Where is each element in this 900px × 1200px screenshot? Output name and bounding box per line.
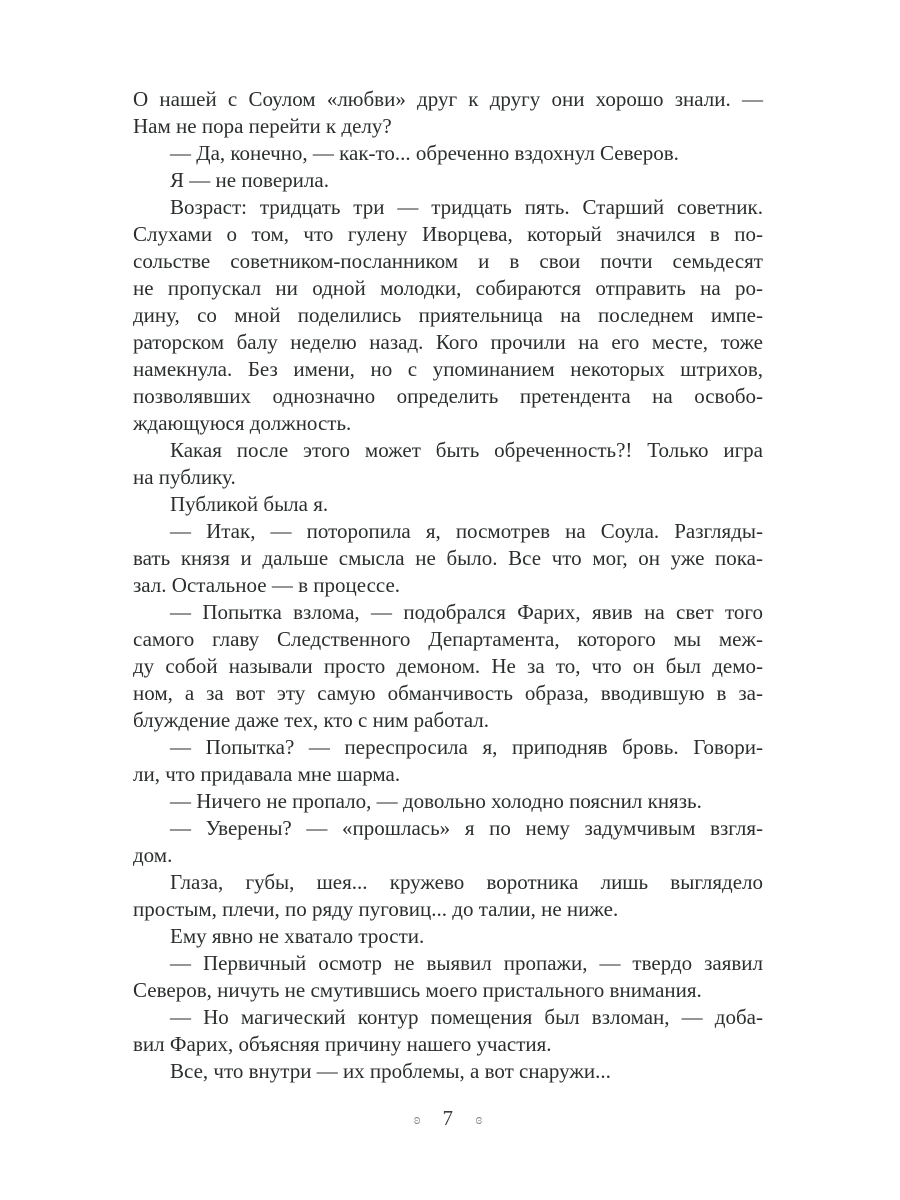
fleuron-left-icon: ʚ (413, 1112, 421, 1128)
text-line: дину, со мной поделились приятельница на последнем импе- (133, 303, 763, 327)
text-line: Нам не пора перейти к делу? (133, 114, 392, 138)
text-line: на публику. (133, 465, 236, 489)
text-line: Все, что внутри — их проблемы, а вот снаружи... (170, 1059, 611, 1083)
paragraph (133, 518, 763, 599)
text-line: дом. (133, 843, 173, 867)
text-line: ждающуюся должность. (133, 411, 352, 435)
text-line: — Ничего не пропало, — довольно холодно пояснил князь. (170, 789, 702, 813)
text-line: Публикой была я. (170, 492, 329, 516)
page-footer (133, 1106, 763, 1131)
paragraph (133, 734, 763, 788)
paragraph (133, 950, 763, 1004)
text-line: Возраст: тридцать три — тридцать пять. Старший советник. (170, 195, 763, 219)
text-line: — Уверены? — «прошлась» я по нему задумчивым взгля- (170, 816, 763, 840)
text-line: О нашей с Соулом «любви» друг к другу они хорошо знали. — (133, 87, 763, 111)
text-line: простым, плечи, по ряду пуговиц... до талии, не ниже. (133, 897, 619, 921)
paragraph (133, 167, 763, 194)
paragraph (133, 599, 763, 734)
paragraph (133, 869, 763, 923)
text-line: — Да, конечно, — как-то... обреченно вздохнул Северов. (170, 141, 679, 165)
text-line: Какая после этого может быть обреченность?! Только игра (170, 438, 763, 462)
text-line: — Но магический контур помещения был взломан, — доба- (170, 1005, 763, 1029)
text-line: Я — не поверила. (170, 168, 329, 192)
page-number: 7 (442, 1106, 454, 1130)
text-line: Глаза, губы, шея... кружево воротника лишь выглядело (170, 870, 763, 894)
paragraph (133, 1058, 763, 1085)
paragraph (133, 437, 763, 491)
text-line: вать князя и дальше смысла не было. Все что мог, он уже пока- (133, 546, 763, 570)
text-line: — Итак, — поторопила я, посмотрев на Соула. Разгляды- (170, 519, 763, 543)
paragraph (133, 788, 763, 815)
text-line: Ему явно не хватало трости. (170, 924, 425, 948)
text-line: — Первичный осмотр не выявил пропажи, — твердо заявил (170, 951, 763, 975)
paragraph (133, 491, 763, 518)
paragraph (133, 815, 763, 869)
text-line: ли, что придавала мне шарма. (133, 762, 401, 786)
paragraph (133, 140, 763, 167)
paragraph (133, 923, 763, 950)
text-line: вил Фарих, объясняя причину нашего участия. (133, 1032, 552, 1056)
text-line: намекнула. Без имени, но с упоминанием некоторых штрихов, (133, 357, 763, 381)
text-line: раторском балу неделю назад. Кого прочили на его месте, тоже (133, 330, 763, 354)
text-line: Северов, ничуть не смутившись моего пристального внимания. (133, 978, 702, 1002)
text-line: — Попытка взлома, — подобрался Фарих, явив на свет того (170, 600, 763, 624)
text-line: самого главу Следственного Департамента, которого мы меж- (133, 627, 763, 651)
text-line: зал. Остальное — в процессе. (133, 573, 401, 597)
fleuron-right-icon: ɞ (475, 1112, 483, 1128)
text-line: сольстве советником-посланником и в свои почти семьдесят (133, 249, 763, 273)
text-line: ном, а за вот эту самую обманчивость образа, вводившую в за- (133, 681, 763, 705)
text-line: Слухами о том, что гулену Иворцева, который значился в по- (133, 222, 763, 246)
text-line: позволявших однозначно определить претендента на освобо- (133, 384, 763, 408)
text-line: блуждение даже тех, кто с ним работал. (133, 708, 490, 732)
text-line: не пропускал ни одной молодки, собираются отправить на ро- (133, 276, 763, 300)
paragraph (133, 86, 763, 140)
text-block (133, 86, 763, 1085)
paragraph (133, 194, 763, 437)
paragraph (133, 1004, 763, 1058)
text-line: — Попытка? — переспросила я, приподняв бровь. Говори- (170, 735, 763, 759)
text-line: ду собой называли просто демоном. Не за то, что он был демо- (133, 654, 763, 678)
